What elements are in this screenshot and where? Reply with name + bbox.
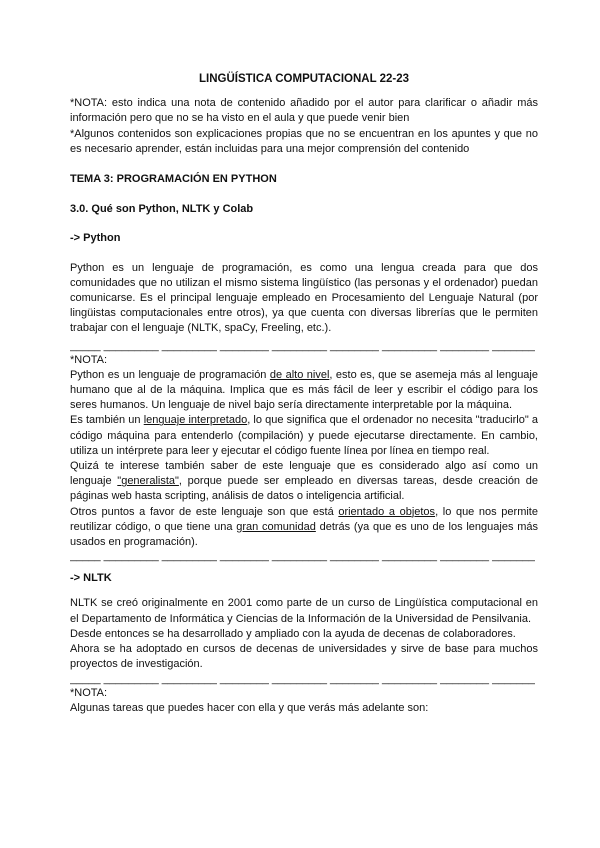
separator-line-3: _____ _________ _________ ________ _________ ________ _________ ________ _______ [70, 672, 535, 685]
text-segment: , porque puede ser empleado en diversas tareas, desde creación de páginas web hasta scripting, análisis de datos o inteligencia artificial. [70, 475, 538, 503]
python-note-paragraph-2 [70, 413, 538, 459]
python-note-paragraph-3 [70, 459, 538, 505]
nltk-note-label: *NOTA: [70, 686, 108, 699]
underlined-phrase: de alto nivel [269, 368, 330, 381]
underlined-phrase: gran comunidad [236, 520, 316, 533]
text-segment: Quizá te interese también saber de este lenguaje que es considerado algo así como un lenguaje [70, 460, 538, 488]
nltk-note-block [70, 686, 538, 716]
underlined-phrase: "generalista" [117, 475, 179, 488]
underlined-phrase: orientado a objetos [338, 505, 436, 518]
text-segment: , lo que nos permite reutilizar código, o que tiene una [70, 505, 538, 533]
document-title: LINGÜÍSTICA COMPUTACIONAL 22-23 [199, 73, 409, 85]
python-note-label: *NOTA: [70, 353, 108, 366]
nltk-paragraph-3: Ahora se ha adoptado en cursos de decenas de universidades y sirve de base para muchos proyectos de investigación. [70, 643, 538, 671]
nltk-note-text: Algunas tareas que puedes hacer con ella y que verás más adelante son: [70, 701, 429, 714]
python-paragraph: Python es un lenguaje de programación, es como una lengua creada para que dos comunidades que no utilizan el mismo sistema lingüístico (las personas y el ordenador) puedan comunicarse. Es el principal lenguaje empleado en Procesamiento del Lenguaje Natural (por lingüistas computacionales entre otros), ya que cuenta con diversas librerías que le permiten trabajar con el lenguaje (NLTK, spaCy, Freeling, etc.). [70, 261, 538, 335]
section-heading: 3.0. Qué son Python, NLTK y Colab [70, 203, 254, 216]
python-note-paragraph-1 [70, 368, 538, 414]
intro-note-2: *Algunos contenidos son explicaciones propias que no se encuentran en los apuntes y que no es necesario aprender, están incluidas para una mejor comprensión del contenido [70, 127, 538, 155]
nltk-heading: -> NLTK [70, 572, 112, 585]
intro-note-1: *NOTA: esto indica una nota de contenido añadido por el autor para clarificar o añadir más información pero que no se ha visto en el aula y que puede venir bien [70, 97, 538, 125]
tema-heading: TEMA 3: PROGRAMACIÓN EN PYTHON [70, 173, 277, 186]
separator-line-2: _____ _________ _________ ________ _________ ________ _________ ________ _______ [70, 550, 535, 563]
python-heading: -> Python [70, 232, 121, 245]
python-note-block [70, 353, 538, 551]
text-segment: Es también un [70, 414, 144, 427]
text-segment: , esto es, que se asemeja más al lenguaje humano que al de la máquina. Implica que es más fácil de leer y escribir el código para los seres humanos. Un lenguaje de nivel bajo sería directamente interpretable por la máquina. [70, 368, 538, 412]
nltk-paragraphs-block [70, 596, 538, 672]
underlined-phrase: lenguaje interpretado [143, 414, 248, 427]
separator-line-1: _____ _________ _________ ________ _________ ________ _________ ________ _______ [70, 339, 535, 352]
nltk-paragraph-1: NLTK se creó originalmente en 2001 como parte de un curso de Lingüística computacional en el Departamento de Informática y Ciencias de la Información de la Universidad de Pensilvania. [70, 597, 538, 625]
text-segment: Otros puntos a favor de este lenguaje son que está [70, 505, 339, 518]
intro-notes-block [70, 96, 538, 157]
text-segment: detrás (ya que es uno de los lenguajes más usados en programación). [70, 520, 538, 549]
text-segment: Python es un lenguaje de programación [70, 368, 270, 381]
python-note-paragraph-4 [70, 505, 538, 551]
text-segment: , lo que significa que el ordenador no necesita "traducirlo" a código máquina para entenderlo (compilación) y puede ejecutarse directamente. En cambio, utiliza un intérprete para leer y ejecutar el código fuente línea por línea en tiempo real. [70, 414, 539, 457]
nltk-paragraph-2: Desde entonces se ha desarrollado y ampliado con la ayuda de decenas de colaboradores. [70, 627, 516, 640]
